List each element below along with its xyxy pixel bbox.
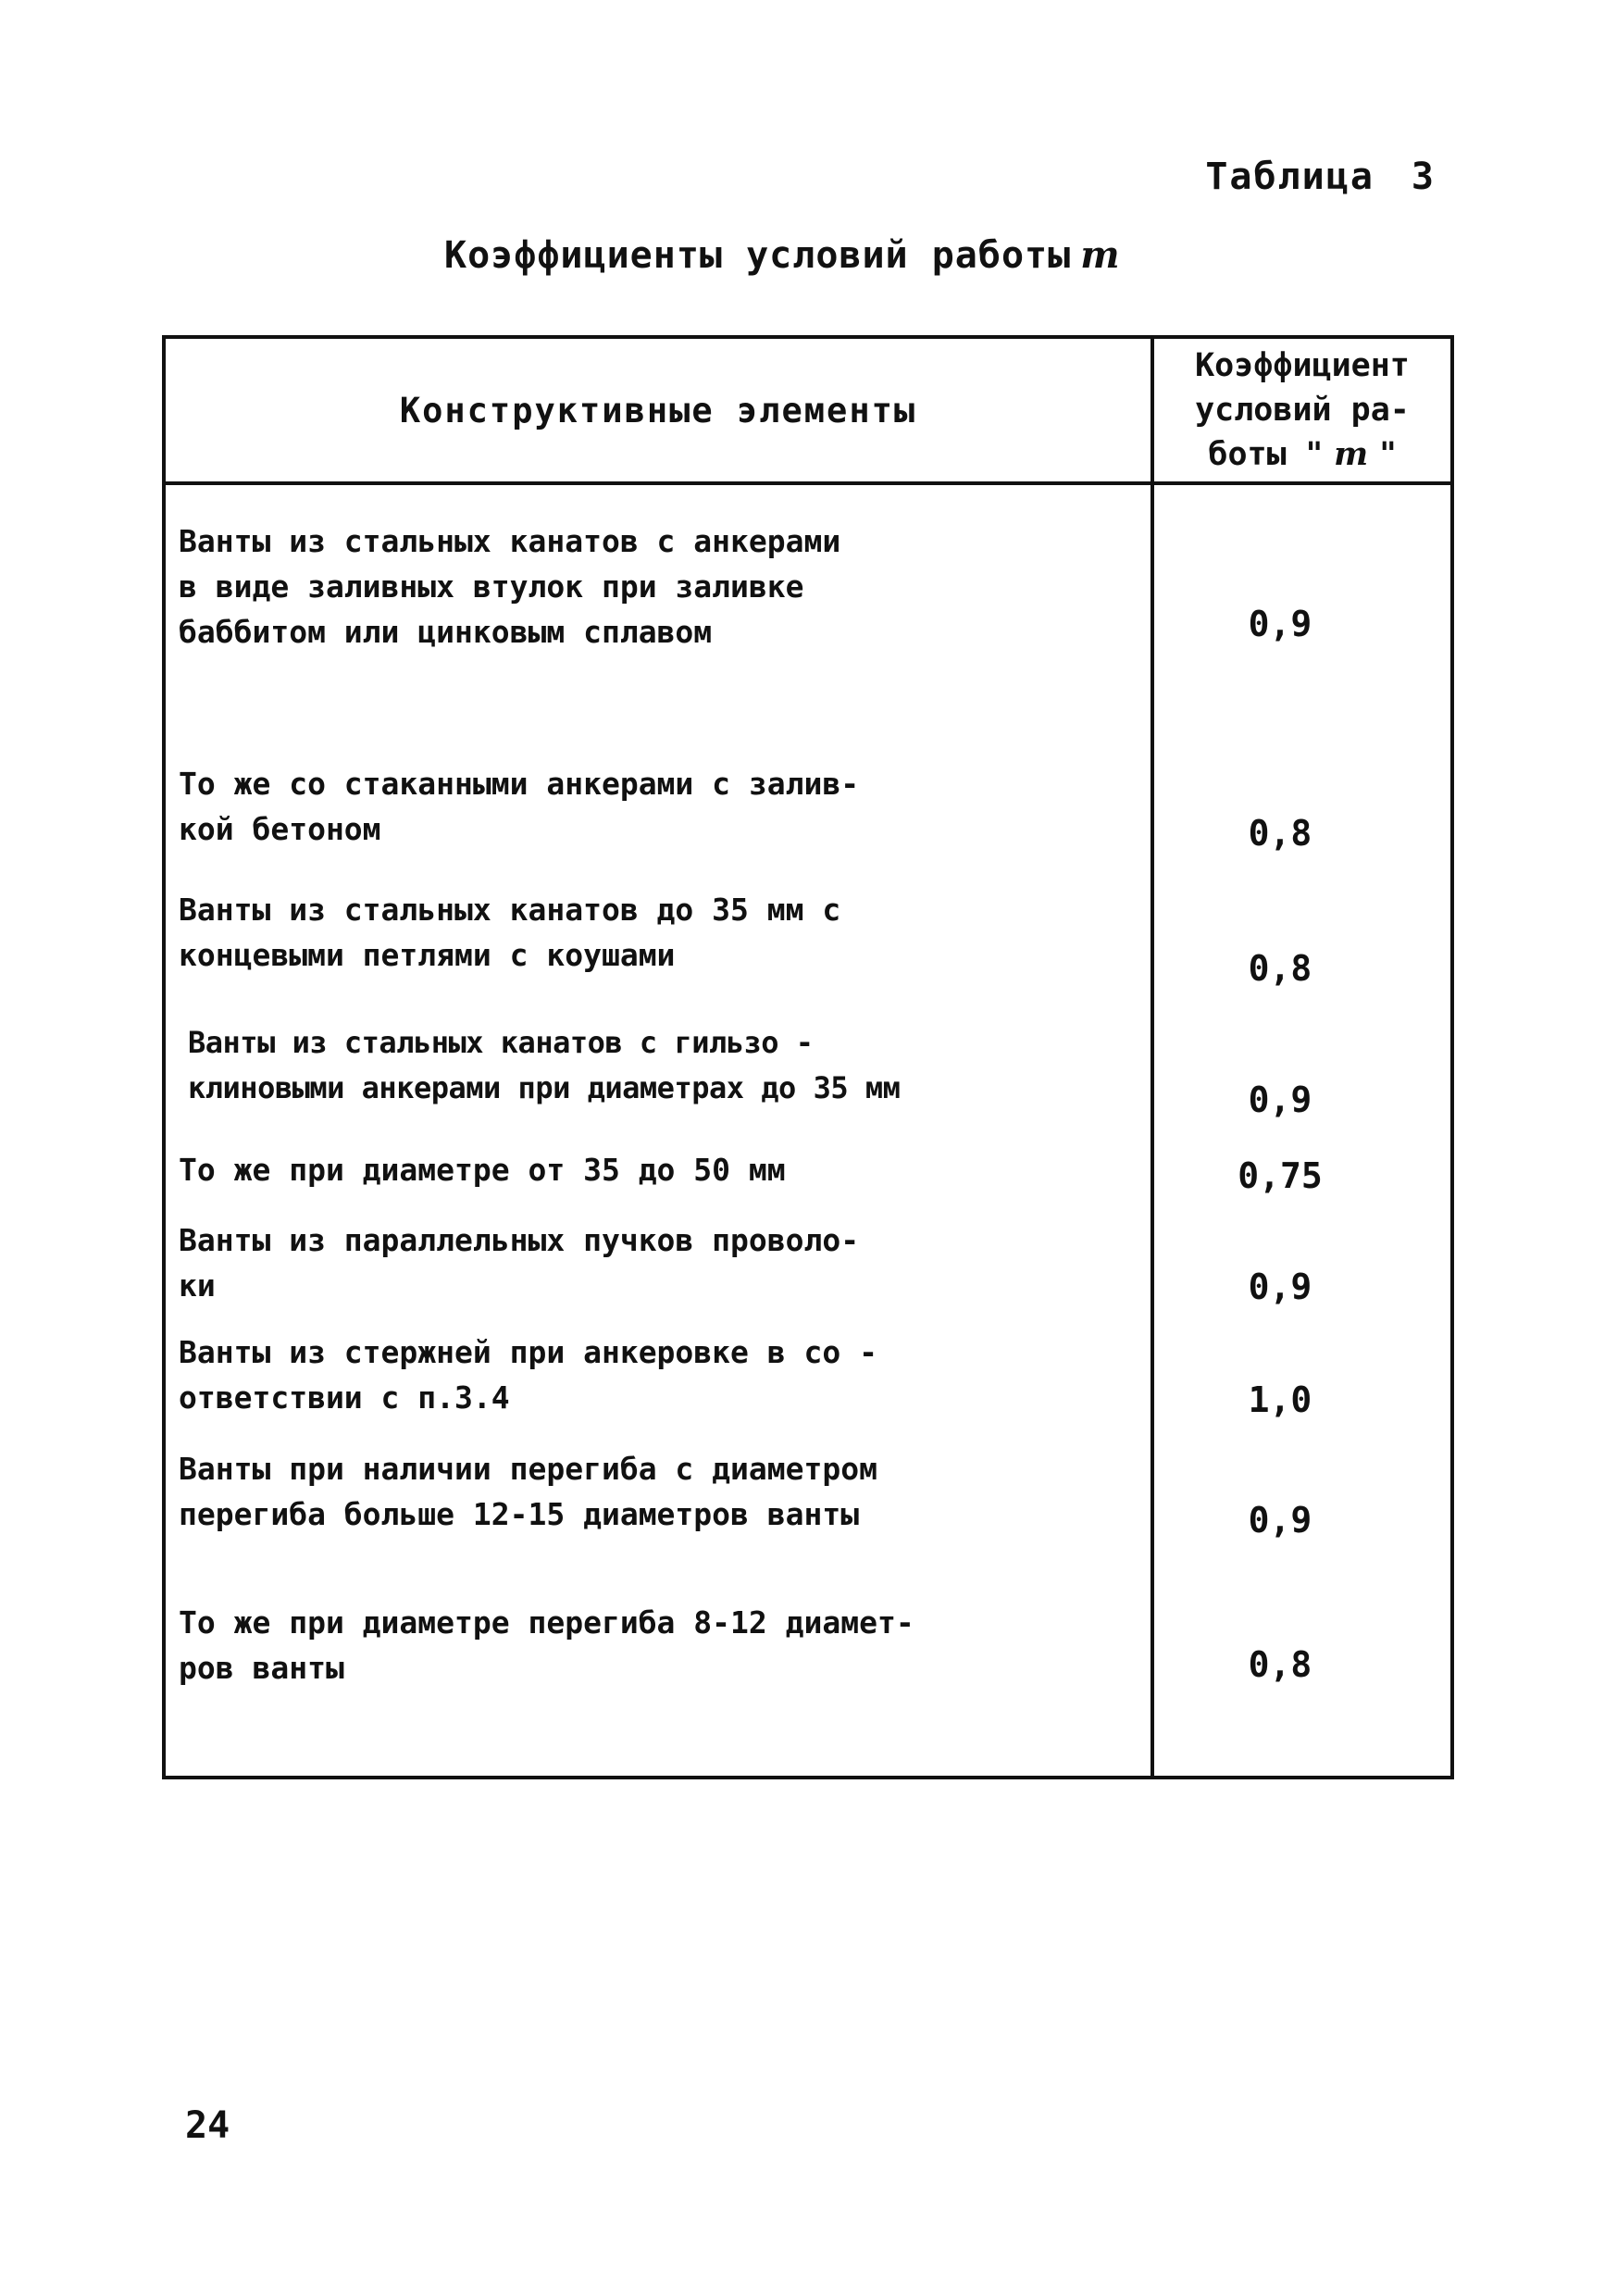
coefficients-table [162, 335, 1454, 1779]
row-element-line: Ванты из параллельных пучков проволо- [179, 1222, 860, 1258]
row-element-line: ров ванты [179, 1650, 344, 1686]
row-element-cell [164, 865, 1152, 1000]
table-row [164, 1318, 1452, 1431]
row-element-line: То же при диаметре от 35 до 50 мм [179, 1151, 786, 1188]
row-element-cell [164, 1431, 1152, 1552]
row-coefficient-value: 0,8 [1152, 696, 1452, 865]
table-row [164, 696, 1452, 865]
row-element-cell [164, 1207, 1152, 1318]
column-header-coefficient-prefix: боты [1208, 436, 1287, 473]
row-element-line: клиновыми анкерами при диаметрах до 35 мм [188, 1070, 901, 1105]
column-header-elements: Конструктивные элементы [164, 337, 1152, 483]
row-coefficient-value: 0,8 [1152, 1552, 1452, 1778]
table-row [164, 1431, 1452, 1552]
row-element-line: концевыми петлями с коушами [179, 937, 676, 973]
row-element-line: Ванты из стальных канатов до 35 мм с [179, 892, 841, 928]
row-element-cell [164, 696, 1152, 865]
table-label [1205, 156, 1436, 198]
column-header-coefficient-line3 [1154, 432, 1450, 477]
row-element-line: кой бетоном [179, 811, 381, 847]
row-element-cell [164, 1318, 1152, 1431]
row-element-cell [164, 1552, 1152, 1778]
table-row [164, 865, 1452, 1000]
row-element-cell [164, 483, 1152, 696]
row-element-cell [164, 1000, 1152, 1131]
table-label-text: Таблица [1205, 156, 1374, 198]
table-header-row [164, 337, 1452, 483]
row-element-line: Ванты из стальных канатов с гильзо - [188, 1025, 814, 1060]
column-header-coefficient-symbol: " m " [1305, 435, 1397, 473]
column-header-coefficient-line2: условий ра- [1195, 392, 1410, 429]
caption-symbol-m: m [1080, 233, 1121, 277]
row-coefficient-value: 0,9 [1152, 1000, 1452, 1131]
row-element-line: Ванты из стальных канатов с анкерами [179, 523, 841, 559]
row-coefficient-value: 0,9 [1152, 483, 1452, 696]
row-element-cell [164, 1131, 1152, 1207]
table-row [164, 1131, 1452, 1207]
row-element-line: баббитом или цинковым сплавом [179, 614, 713, 650]
row-coefficient-value: 1,0 [1152, 1318, 1452, 1431]
row-element-line: То же со стаканными анкерами с залив- [179, 766, 860, 802]
row-coefficient-value: 0,8 [1152, 865, 1452, 1000]
column-header-coefficient [1152, 337, 1452, 483]
row-element-line: То же при диаметре перегиба 8-12 диамет- [179, 1604, 914, 1641]
page-number: 24 [185, 2104, 230, 2147]
row-element-line: Ванты при наличии перегиба с диаметром [179, 1451, 877, 1487]
row-element-line: ки [179, 1267, 216, 1304]
table-row [164, 483, 1452, 696]
table-row [164, 1207, 1452, 1318]
row-element-line: ответствии с п.3.4 [179, 1379, 510, 1416]
table-row [164, 1000, 1452, 1131]
row-coefficient-value: 0,9 [1152, 1431, 1452, 1552]
row-element-line: Ванты из стержней при анкеровке в со - [179, 1334, 877, 1370]
row-element-line: перегиба больше 12-15 диаметров ванты [179, 1496, 860, 1532]
row-element-line: в виде заливных втулок при заливке [179, 568, 804, 605]
table-row [164, 1552, 1452, 1778]
row-coefficient-value: 0,9 [1152, 1207, 1452, 1318]
table-caption [444, 233, 1121, 277]
row-coefficient-value: 0,75 [1152, 1131, 1452, 1207]
table-number: 3 [1411, 156, 1436, 198]
table-caption-text: Коэффициенты условий работы [444, 234, 1072, 277]
column-header-coefficient-line1: Коэффициент [1195, 347, 1410, 384]
